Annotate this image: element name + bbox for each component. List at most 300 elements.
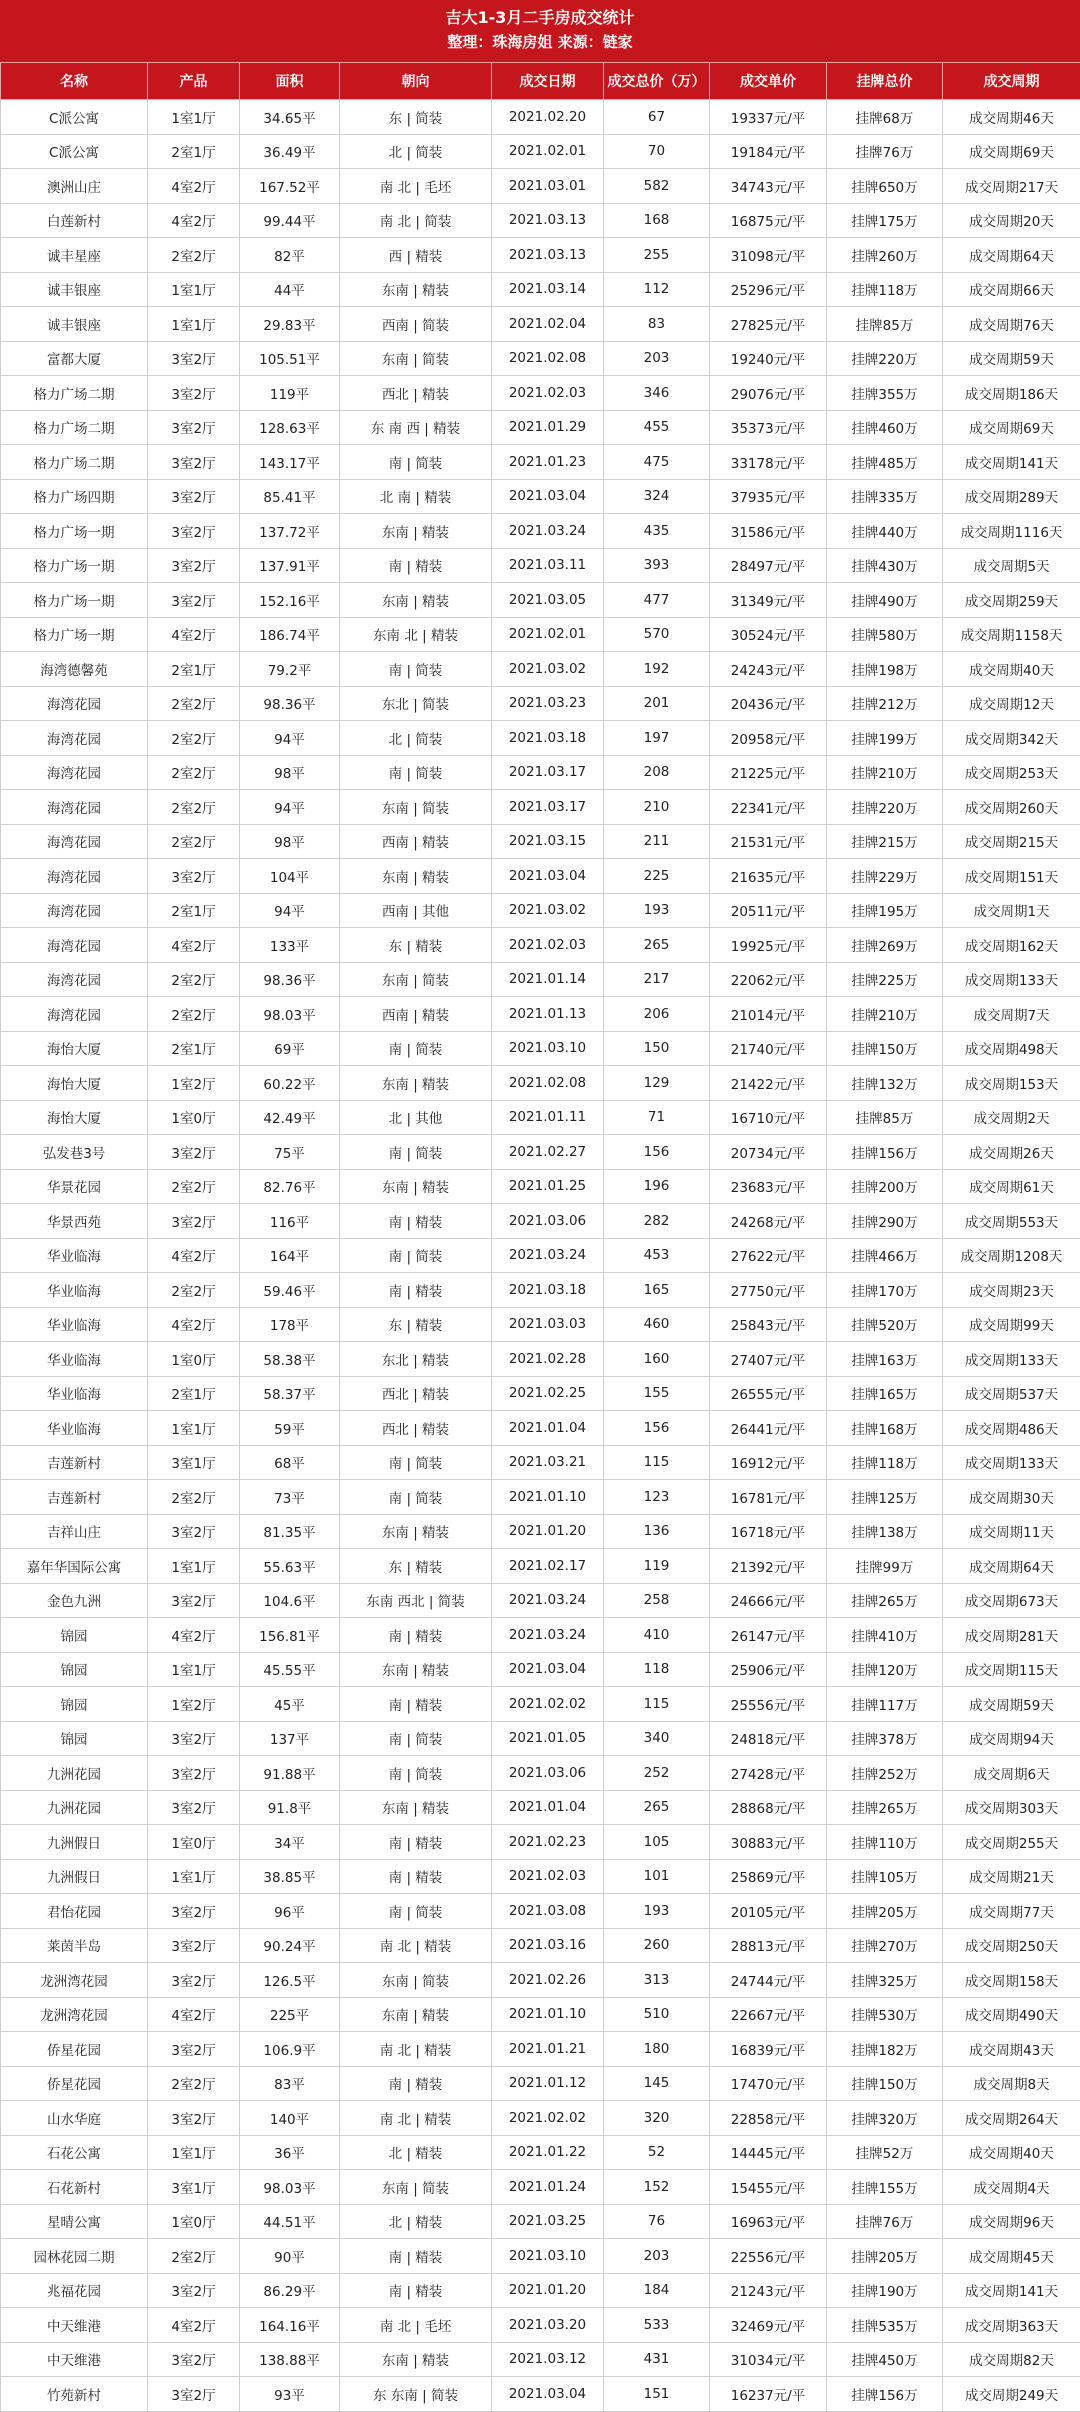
cell-deal-cycle: 成交周期141天	[943, 445, 1080, 480]
cell-deal-date: 2021.01.04	[492, 1790, 604, 1825]
cell-area: 99.44平	[240, 203, 340, 238]
cell-listing-price: 挂牌355万	[827, 376, 943, 411]
cell-area: 164.16平	[240, 2308, 340, 2343]
cell-deal-date: 2021.03.13	[492, 203, 604, 238]
cell-orientation: 东南 西北 | 简装	[340, 1583, 492, 1618]
cell-deal-cycle: 成交周期6天	[943, 1756, 1080, 1791]
cell-name: 兆福花园	[1, 2273, 148, 2308]
cell-layout: 2室2厅	[148, 790, 240, 825]
cell-name: 吉莲新村	[1, 1445, 148, 1480]
cell-unit-price: 24243元/平	[710, 652, 827, 687]
cell-layout: 2室1厅	[148, 1376, 240, 1411]
table-row	[1, 2032, 1080, 2067]
cell-deal-date: 2021.03.12	[492, 2342, 604, 2377]
cell-layout: 2室2厅	[148, 824, 240, 859]
cell-total-price: 112	[604, 272, 710, 307]
cell-name: 龙洲湾花园	[1, 1997, 148, 2032]
cell-deal-date: 2021.03.25	[492, 2204, 604, 2239]
table-row	[1, 1307, 1080, 1342]
cell-area: 83平	[240, 2066, 340, 2101]
cell-deal-cycle: 成交周期7天	[943, 997, 1080, 1032]
cell-layout: 4室2厅	[148, 1307, 240, 1342]
cell-total-price: 83	[604, 307, 710, 342]
cell-total-price: 203	[604, 341, 710, 376]
table-row	[1, 2342, 1080, 2377]
cell-layout: 1室1厅	[148, 1549, 240, 1584]
cell-total-price: 196	[604, 1169, 710, 1204]
cell-name: 诚丰银座	[1, 272, 148, 307]
cell-unit-price: 34743元/平	[710, 169, 827, 204]
cell-area: 59.46平	[240, 1273, 340, 1308]
cell-deal-cycle: 成交周期21天	[943, 1859, 1080, 1894]
cell-unit-price: 16839元/平	[710, 2032, 827, 2067]
cell-deal-date: 2021.02.08	[492, 1066, 604, 1101]
cell-deal-cycle: 成交周期40天	[943, 652, 1080, 687]
cell-deal-date: 2021.03.21	[492, 1445, 604, 1480]
cell-name: 格力广场一期	[1, 514, 148, 549]
cell-layout: 3室2厅	[148, 410, 240, 445]
cell-unit-price: 21635元/平	[710, 859, 827, 894]
cell-orientation: 西北 | 精装	[340, 1376, 492, 1411]
cell-orientation: 东 南 西 | 精装	[340, 410, 492, 445]
cell-layout: 4室2厅	[148, 169, 240, 204]
cell-total-price: 340	[604, 1721, 710, 1756]
table-row	[1, 1583, 1080, 1618]
cell-unit-price: 16710元/平	[710, 1100, 827, 1135]
cell-total-price: 145	[604, 2066, 710, 2101]
cell-unit-price: 21014元/平	[710, 997, 827, 1032]
cell-total-price: 533	[604, 2308, 710, 2343]
cell-deal-cycle: 成交周期673天	[943, 1583, 1080, 1618]
cell-name: 石花公寓	[1, 2135, 148, 2170]
cell-name: 海怡大厦	[1, 1100, 148, 1135]
cell-layout: 2室1厅	[148, 1031, 240, 1066]
cell-layout: 4室2厅	[148, 928, 240, 963]
cell-deal-cycle: 成交周期46天	[943, 100, 1080, 135]
cell-deal-date: 2021.03.17	[492, 790, 604, 825]
cell-deal-date: 2021.03.01	[492, 169, 604, 204]
cell-total-price: 52	[604, 2135, 710, 2170]
cell-deal-cycle: 成交周期8天	[943, 2066, 1080, 2101]
cell-listing-price: 挂牌430万	[827, 548, 943, 583]
report-title: 吉大1-3月二手房成交统计	[0, 6, 1080, 30]
cell-deal-date: 2021.02.01	[492, 134, 604, 169]
cell-layout: 3室2厅	[148, 1204, 240, 1239]
cell-area: 90平	[240, 2239, 340, 2274]
cell-deal-date: 2021.03.08	[492, 1894, 604, 1929]
table-row	[1, 617, 1080, 652]
cell-area: 75平	[240, 1135, 340, 1170]
cell-name: 嘉年华国际公寓	[1, 1549, 148, 1584]
cell-total-price: 475	[604, 445, 710, 480]
table-header-row	[1, 63, 1080, 100]
cell-deal-date: 2021.01.20	[492, 2273, 604, 2308]
cell-listing-price: 挂牌150万	[827, 1031, 943, 1066]
cell-deal-cycle: 成交周期133天	[943, 1342, 1080, 1377]
cell-layout: 4室2厅	[148, 1997, 240, 2032]
cell-unit-price: 16781元/平	[710, 1480, 827, 1515]
cell-name: 华景西苑	[1, 1204, 148, 1239]
cell-area: 167.52平	[240, 169, 340, 204]
cell-orientation: 东南 | 简装	[340, 1963, 492, 1998]
cell-unit-price: 16912元/平	[710, 1445, 827, 1480]
cell-unit-price: 25906元/平	[710, 1652, 827, 1687]
cell-total-price: 156	[604, 1135, 710, 1170]
cell-deal-cycle: 成交周期141天	[943, 2273, 1080, 2308]
cell-listing-price: 挂牌138万	[827, 1514, 943, 1549]
cell-total-price: 570	[604, 617, 710, 652]
cell-orientation: 南 | 简装	[340, 1480, 492, 1515]
table-row	[1, 2101, 1080, 2136]
cell-deal-cycle: 成交周期1天	[943, 893, 1080, 928]
cell-layout: 2室2厅	[148, 238, 240, 273]
cell-area: 225平	[240, 1997, 340, 2032]
table-row	[1, 1238, 1080, 1273]
cell-deal-date: 2021.03.11	[492, 548, 604, 583]
cell-unit-price: 19184元/平	[710, 134, 827, 169]
cell-deal-date: 2021.03.18	[492, 1273, 604, 1308]
cell-name: 澳洲山庄	[1, 169, 148, 204]
table-row	[1, 1859, 1080, 1894]
table-row	[1, 169, 1080, 204]
cell-orientation: 南 | 简装	[340, 1135, 492, 1170]
cell-name: 侨星花园	[1, 2032, 148, 2067]
cell-total-price: 477	[604, 583, 710, 618]
cell-deal-date: 2021.03.04	[492, 1652, 604, 1687]
cell-name: 吉祥山庄	[1, 1514, 148, 1549]
cell-name: 海湾花园	[1, 824, 148, 859]
cell-name: 弘发巷3号	[1, 1135, 148, 1170]
cell-name: 华业临海	[1, 1342, 148, 1377]
table-row	[1, 514, 1080, 549]
cell-unit-price: 37935元/平	[710, 479, 827, 514]
cell-listing-price: 挂牌200万	[827, 1169, 943, 1204]
cell-listing-price: 挂牌110万	[827, 1825, 943, 1860]
cell-layout: 1室0厅	[148, 1100, 240, 1135]
cell-orientation: 西北 | 精装	[340, 1411, 492, 1446]
cell-area: 90.24平	[240, 1928, 340, 1963]
cell-area: 85.41平	[240, 479, 340, 514]
cell-orientation: 东南 | 简装	[340, 2170, 492, 2205]
cell-total-price: 265	[604, 1790, 710, 1825]
cell-deal-date: 2021.02.02	[492, 1687, 604, 1722]
cell-orientation: 南 北 | 精装	[340, 2101, 492, 2136]
cell-listing-price: 挂牌530万	[827, 1997, 943, 2032]
cell-area: 81.35平	[240, 1514, 340, 1549]
cell-area: 128.63平	[240, 410, 340, 445]
cell-listing-price: 挂牌76万	[827, 2204, 943, 2239]
cell-area: 126.5平	[240, 1963, 340, 1998]
table-row	[1, 893, 1080, 928]
cell-deal-cycle: 成交周期151天	[943, 859, 1080, 894]
cell-deal-cycle: 成交周期77天	[943, 1894, 1080, 1929]
cell-layout: 3室2厅	[148, 548, 240, 583]
cell-total-price: 115	[604, 1687, 710, 1722]
cell-listing-price: 挂牌85万	[827, 307, 943, 342]
cell-deal-date: 2021.03.06	[492, 1756, 604, 1791]
cell-total-price: 582	[604, 169, 710, 204]
cell-listing-price: 挂牌76万	[827, 134, 943, 169]
cell-listing-price: 挂牌210万	[827, 755, 943, 790]
cell-deal-cycle: 成交周期82天	[943, 2342, 1080, 2377]
cell-name: 海怡大厦	[1, 1031, 148, 1066]
cell-deal-cycle: 成交周期96天	[943, 2204, 1080, 2239]
cell-listing-price: 挂牌215万	[827, 824, 943, 859]
cell-area: 69平	[240, 1031, 340, 1066]
cell-deal-cycle: 成交周期363天	[943, 2308, 1080, 2343]
cell-orientation: 北 | 精装	[340, 2135, 492, 2170]
cell-listing-price: 挂牌252万	[827, 1756, 943, 1791]
cell-unit-price: 23683元/平	[710, 1169, 827, 1204]
cell-orientation: 东南 | 精装	[340, 859, 492, 894]
cell-listing-price: 挂牌198万	[827, 652, 943, 687]
cell-deal-cycle: 成交周期303天	[943, 1790, 1080, 1825]
cell-layout: 2室2厅	[148, 755, 240, 790]
cell-listing-price: 挂牌520万	[827, 1307, 943, 1342]
table-row	[1, 2308, 1080, 2343]
cell-listing-price: 挂牌460万	[827, 410, 943, 445]
cell-orientation: 东南 | 精装	[340, 1790, 492, 1825]
cell-layout: 2室2厅	[148, 962, 240, 997]
cell-unit-price: 26441元/平	[710, 1411, 827, 1446]
cell-deal-date: 2021.01.25	[492, 1169, 604, 1204]
cell-area: 36.49平	[240, 134, 340, 169]
cell-orientation: 南 | 简装	[340, 652, 492, 687]
cell-listing-price: 挂牌212万	[827, 686, 943, 721]
cell-deal-date: 2021.03.05	[492, 583, 604, 618]
cell-name: 海湾花园	[1, 893, 148, 928]
cell-layout: 4室2厅	[148, 617, 240, 652]
cell-deal-date: 2021.03.13	[492, 238, 604, 273]
table-row	[1, 790, 1080, 825]
cell-area: 55.63平	[240, 1549, 340, 1584]
cell-area: 82平	[240, 238, 340, 273]
cell-unit-price: 20105元/平	[710, 1894, 827, 1929]
cell-area: 38.85平	[240, 1859, 340, 1894]
cell-total-price: 393	[604, 548, 710, 583]
cell-area: 106.9平	[240, 2032, 340, 2067]
cell-listing-price: 挂牌335万	[827, 479, 943, 514]
cell-deal-cycle: 成交周期153天	[943, 1066, 1080, 1101]
cell-listing-price: 挂牌210万	[827, 997, 943, 1032]
cell-layout: 4室2厅	[148, 1618, 240, 1653]
cell-name: 格力广场二期	[1, 410, 148, 445]
cell-deal-date: 2021.03.04	[492, 859, 604, 894]
cell-deal-date: 2021.02.01	[492, 617, 604, 652]
cell-unit-price: 20511元/平	[710, 893, 827, 928]
cell-deal-date: 2021.01.22	[492, 2135, 604, 2170]
cell-layout: 1室2厅	[148, 1687, 240, 1722]
cell-layout: 3室1厅	[148, 1445, 240, 1480]
table-row	[1, 583, 1080, 618]
cell-layout: 2室2厅	[148, 1169, 240, 1204]
cell-layout: 3室2厅	[148, 514, 240, 549]
cell-listing-price: 挂牌155万	[827, 2170, 943, 2205]
column-header-name: 名称	[1, 63, 148, 100]
cell-orientation: 东南 | 简装	[340, 790, 492, 825]
cell-name: 华业临海	[1, 1307, 148, 1342]
cell-area: 98.03平	[240, 997, 340, 1032]
table-row	[1, 2377, 1080, 2412]
table-row	[1, 134, 1080, 169]
cell-listing-price: 挂牌199万	[827, 721, 943, 756]
cell-unit-price: 21392元/平	[710, 1549, 827, 1584]
cell-total-price: 115	[604, 1445, 710, 1480]
cell-name: 格力广场二期	[1, 376, 148, 411]
cell-orientation: 西南 | 精装	[340, 824, 492, 859]
transactions-table	[0, 62, 1080, 2412]
cell-orientation: 东 | 精装	[340, 1307, 492, 1342]
cell-listing-price: 挂牌99万	[827, 1549, 943, 1584]
table-row	[1, 1618, 1080, 1653]
cell-unit-price: 30524元/平	[710, 617, 827, 652]
table-row	[1, 272, 1080, 307]
cell-orientation: 南 北 | 简装	[340, 203, 492, 238]
cell-name: 锦园	[1, 1687, 148, 1722]
cell-orientation: 南 北 | 精装	[340, 2032, 492, 2067]
table-row	[1, 2066, 1080, 2101]
cell-total-price: 201	[604, 686, 710, 721]
cell-deal-cycle: 成交周期20天	[943, 203, 1080, 238]
cell-layout: 1室1厅	[148, 1652, 240, 1687]
cell-layout: 2室2厅	[148, 686, 240, 721]
cell-layout: 1室2厅	[148, 1066, 240, 1101]
cell-orientation: 北 | 其他	[340, 1100, 492, 1135]
cell-layout: 3室1厅	[148, 2170, 240, 2205]
cell-deal-cycle: 成交周期217天	[943, 169, 1080, 204]
cell-area: 36平	[240, 2135, 340, 2170]
cell-listing-price: 挂牌120万	[827, 1652, 943, 1687]
cell-total-price: 150	[604, 1031, 710, 1066]
cell-area: 164平	[240, 1238, 340, 1273]
table-row	[1, 928, 1080, 963]
cell-orientation: 东南 | 精装	[340, 583, 492, 618]
cell-total-price: 431	[604, 2342, 710, 2377]
cell-unit-price: 25556元/平	[710, 1687, 827, 1722]
cell-layout: 3室2厅	[148, 859, 240, 894]
cell-unit-price: 33178元/平	[710, 445, 827, 480]
cell-orientation: 南 | 精装	[340, 2239, 492, 2274]
column-header-area: 面积	[240, 63, 340, 100]
cell-name: 九洲假日	[1, 1859, 148, 1894]
cell-deal-date: 2021.01.14	[492, 962, 604, 997]
cell-area: 105.51平	[240, 341, 340, 376]
cell-name: 海湾花园	[1, 859, 148, 894]
cell-layout: 1室1厅	[148, 1411, 240, 1446]
cell-deal-date: 2021.03.04	[492, 479, 604, 514]
cell-listing-price: 挂牌205万	[827, 1894, 943, 1929]
cell-deal-cycle: 成交周期1116天	[943, 514, 1080, 549]
cell-unit-price: 21740元/平	[710, 1031, 827, 1066]
cell-deal-date: 2021.01.23	[492, 445, 604, 480]
cell-unit-price: 20734元/平	[710, 1135, 827, 1170]
cell-orientation: 南 | 精装	[340, 1618, 492, 1653]
cell-area: 98.36平	[240, 962, 340, 997]
cell-area: 137.72平	[240, 514, 340, 549]
cell-listing-price: 挂牌165万	[827, 1376, 943, 1411]
cell-listing-price: 挂牌156万	[827, 1135, 943, 1170]
cell-area: 73平	[240, 1480, 340, 1515]
cell-total-price: 197	[604, 721, 710, 756]
cell-listing-price: 挂牌68万	[827, 100, 943, 135]
cell-deal-cycle: 成交周期115天	[943, 1652, 1080, 1687]
cell-total-price: 455	[604, 410, 710, 445]
cell-name: C派公寓	[1, 100, 148, 135]
cell-total-price: 313	[604, 1963, 710, 1998]
cell-area: 94平	[240, 790, 340, 825]
cell-listing-price: 挂牌52万	[827, 2135, 943, 2170]
cell-deal-date: 2021.02.08	[492, 341, 604, 376]
cell-name: 华景花园	[1, 1169, 148, 1204]
cell-total-price: 282	[604, 1204, 710, 1239]
cell-deal-date: 2021.03.18	[492, 721, 604, 756]
cell-deal-date: 2021.02.17	[492, 1549, 604, 1584]
cell-unit-price: 19925元/平	[710, 928, 827, 963]
cell-name: 金色九洲	[1, 1583, 148, 1618]
cell-layout: 2室2厅	[148, 721, 240, 756]
column-header-listing-price: 挂牌总价	[827, 63, 943, 100]
cell-deal-date: 2021.02.26	[492, 1963, 604, 1998]
cell-layout: 3室2厅	[148, 2101, 240, 2136]
cell-listing-price: 挂牌117万	[827, 1687, 943, 1722]
cell-listing-price: 挂牌535万	[827, 2308, 943, 2343]
cell-deal-date: 2021.02.04	[492, 307, 604, 342]
cell-unit-price: 27622元/平	[710, 1238, 827, 1273]
cell-area: 94平	[240, 721, 340, 756]
cell-total-price: 203	[604, 2239, 710, 2274]
cell-listing-price: 挂牌270万	[827, 1928, 943, 1963]
cell-total-price: 67	[604, 100, 710, 135]
cell-listing-price: 挂牌440万	[827, 514, 943, 549]
cell-name: 华业临海	[1, 1376, 148, 1411]
table-row	[1, 962, 1080, 997]
cell-area: 138.88平	[240, 2342, 340, 2377]
cell-listing-price: 挂牌325万	[827, 1963, 943, 1998]
cell-unit-price: 31349元/平	[710, 583, 827, 618]
cell-deal-date: 2021.03.17	[492, 755, 604, 790]
cell-orientation: 南 | 简装	[340, 1721, 492, 1756]
cell-area: 58.38平	[240, 1342, 340, 1377]
cell-total-price: 252	[604, 1756, 710, 1791]
cell-total-price: 123	[604, 1480, 710, 1515]
cell-deal-cycle: 成交周期253天	[943, 755, 1080, 790]
table-row	[1, 1342, 1080, 1377]
table-row	[1, 721, 1080, 756]
cell-orientation: 南 | 简装	[340, 445, 492, 480]
cell-orientation: 西南 | 简装	[340, 307, 492, 342]
table-row	[1, 376, 1080, 411]
cell-layout: 3室2厅	[148, 1963, 240, 1998]
cell-orientation: 南 | 简装	[340, 1894, 492, 1929]
cell-unit-price: 27825元/平	[710, 307, 827, 342]
cell-name: 九洲假日	[1, 1825, 148, 1860]
cell-name: 山水华庭	[1, 2101, 148, 2136]
cell-listing-price: 挂牌450万	[827, 2342, 943, 2377]
cell-deal-cycle: 成交周期133天	[943, 1445, 1080, 1480]
cell-orientation: 南 | 简装	[340, 1031, 492, 1066]
table-row	[1, 479, 1080, 514]
table-row	[1, 1376, 1080, 1411]
cell-area: 140平	[240, 2101, 340, 2136]
cell-unit-price: 22667元/平	[710, 1997, 827, 2032]
cell-orientation: 南 | 精装	[340, 1687, 492, 1722]
cell-total-price: 70	[604, 134, 710, 169]
table-row	[1, 1894, 1080, 1929]
cell-deal-cycle: 成交周期215天	[943, 824, 1080, 859]
cell-total-price: 435	[604, 514, 710, 549]
cell-name: 星晴公寓	[1, 2204, 148, 2239]
cell-deal-cycle: 成交周期30天	[943, 1480, 1080, 1515]
